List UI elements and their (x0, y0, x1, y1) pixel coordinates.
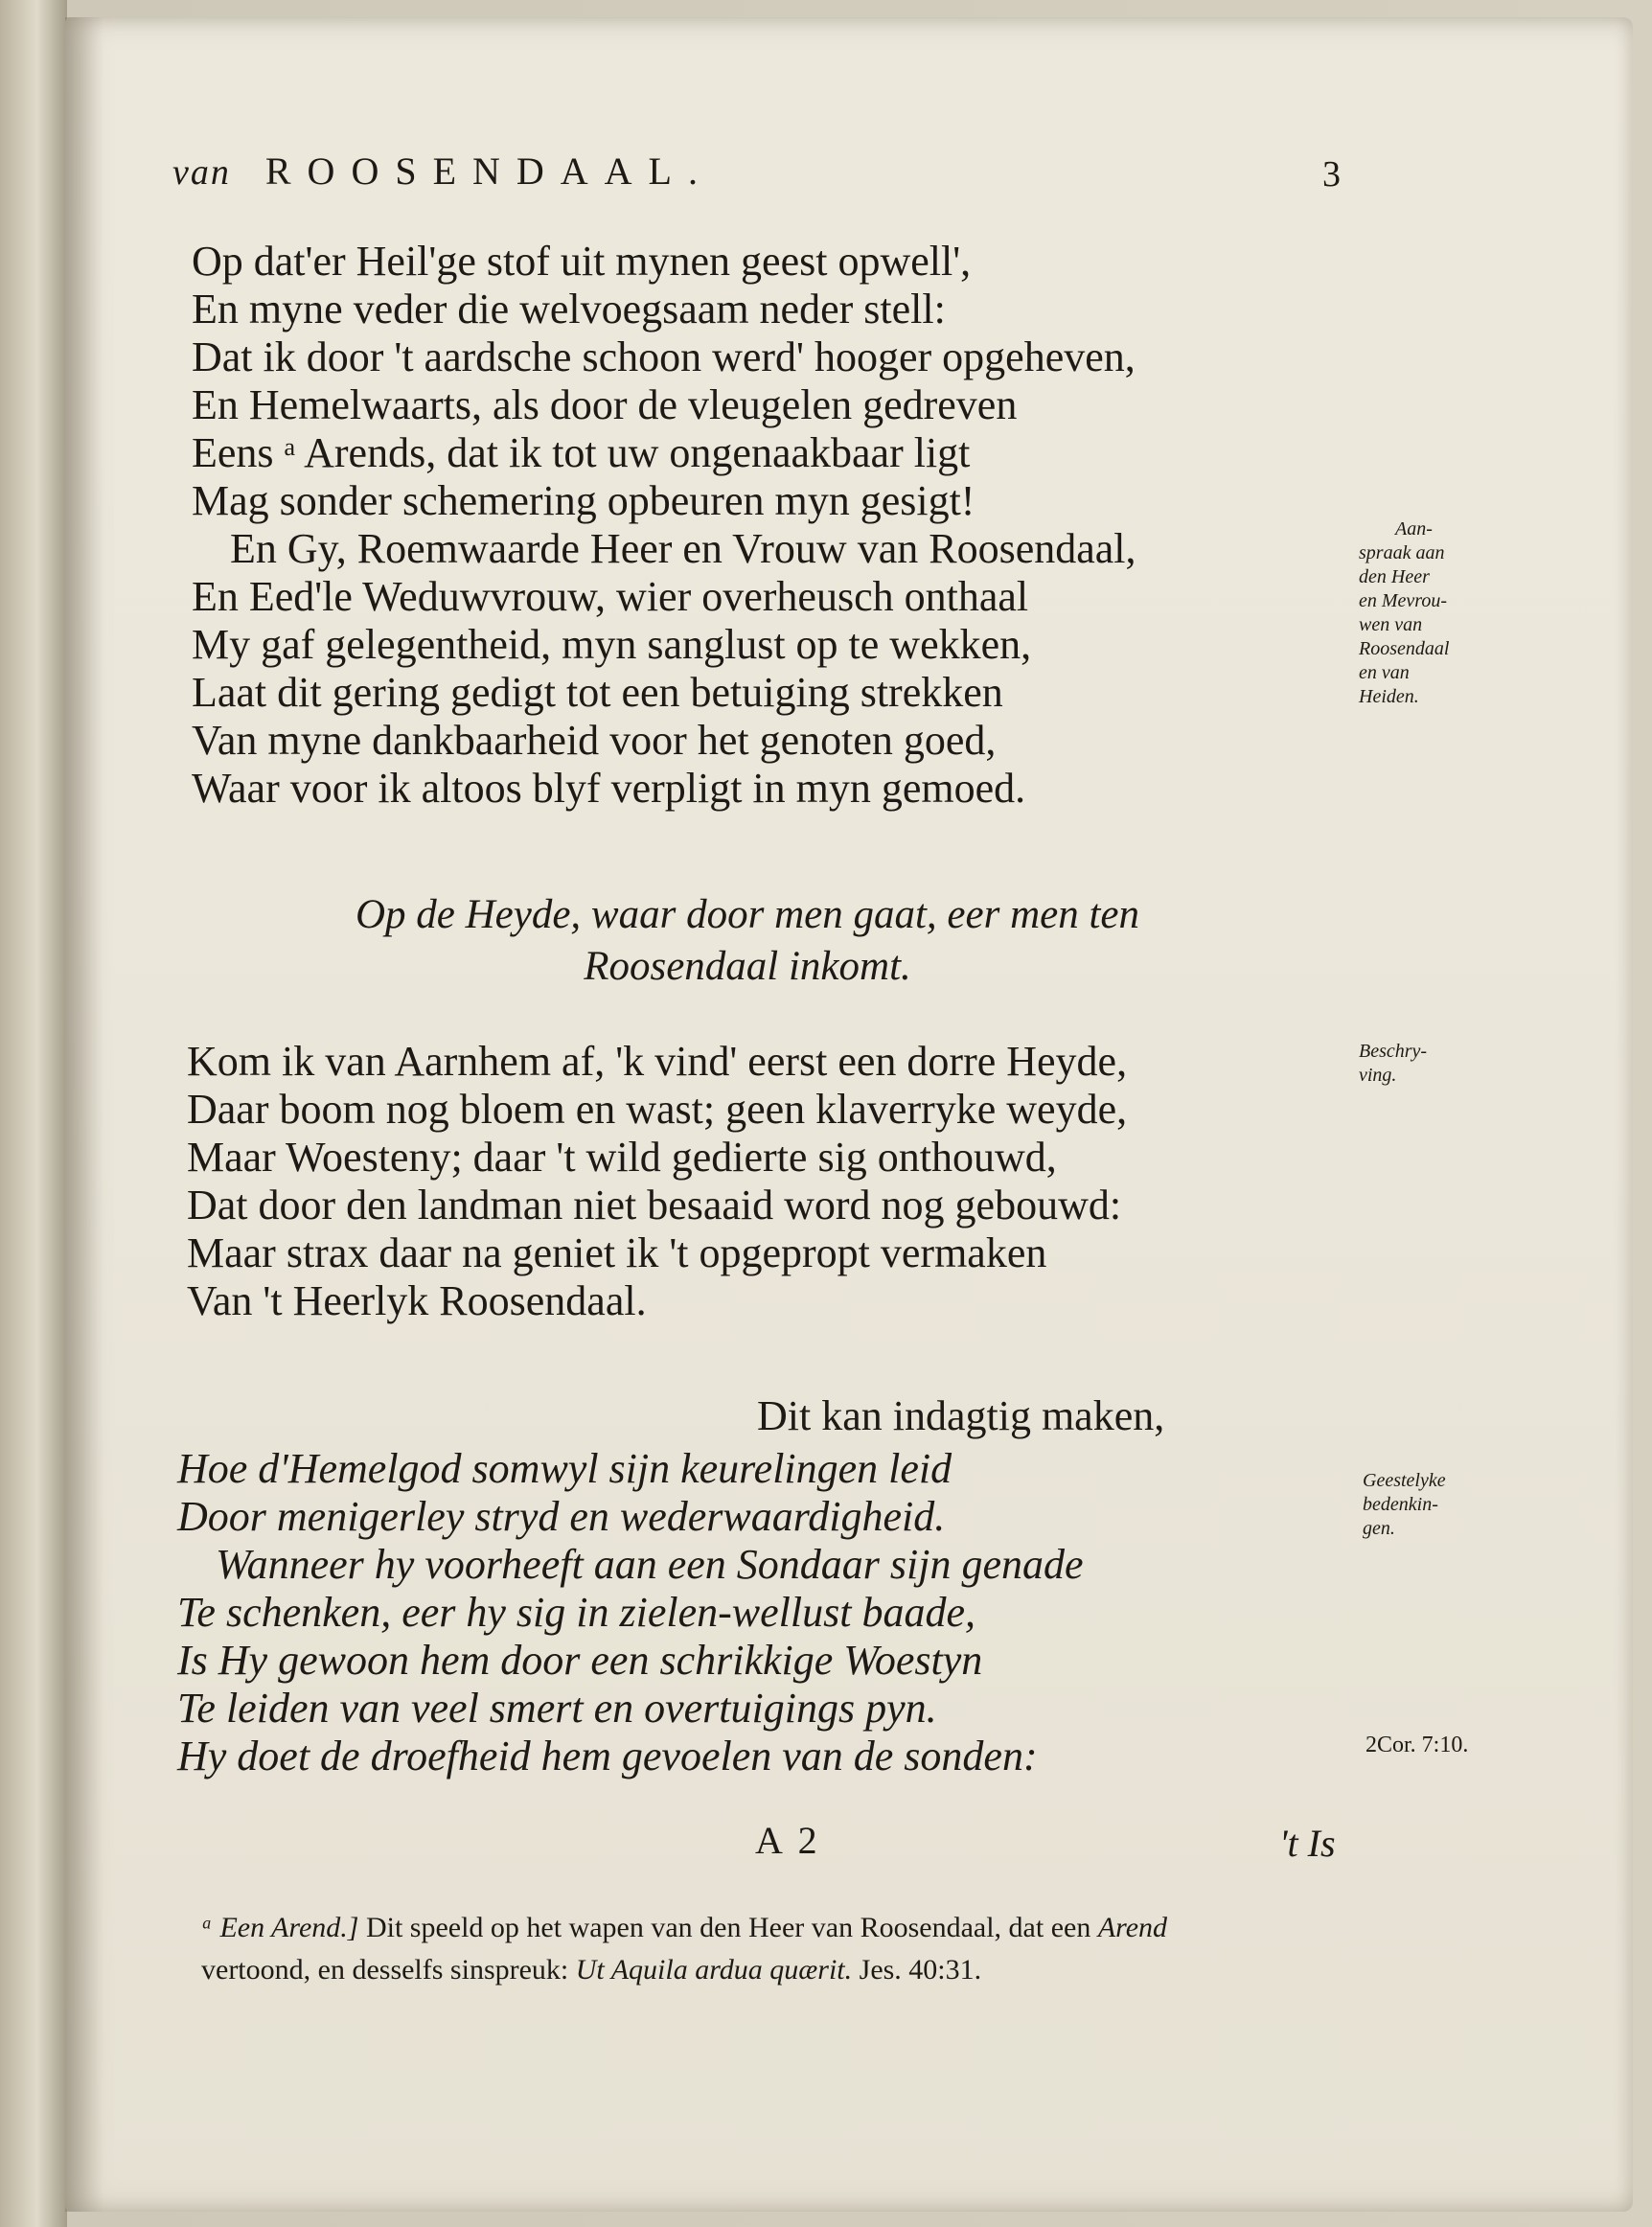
running-head-title: ROOSENDAAL. (264, 149, 714, 193)
gutter-shadow (65, 17, 103, 2212)
footnote-arend: Arend (1097, 1912, 1168, 1943)
verse-line: Te leiden van veel smert en overtuigings pyn. (177, 1685, 937, 1732)
verse-line: Door menigerley stryd en wederwaardigheid. (177, 1493, 946, 1540)
verse-line: Te schenken, eer hy sig in zielen-wellust baade, (177, 1589, 975, 1636)
stanza-3 (177, 1445, 1084, 1780)
verse-line: Wanneer hy voorheeft aan een Sondaar sijn genade (216, 1541, 1084, 1588)
verse-line: En Hemelwaarts, als door de vleugelen gedreven (192, 381, 1018, 428)
margin-note-line: den Heer (1359, 566, 1430, 587)
margin-note-line: Heiden. (1359, 686, 1419, 707)
margin-note-line: gen. (1363, 1518, 1395, 1539)
margin-note-line: ving. (1359, 1065, 1397, 1086)
verse-line: Waar voor ik altoos blyf verpligt in myn gemoed. (192, 765, 1026, 812)
verse-line: Dat ik door 't aardsche schoon werd' hooger opgeheven, (192, 333, 1136, 380)
verse-line: Maar Woesteny; daar 't wild gedierte sig onthouwd, (187, 1134, 1057, 1181)
verse-line: My gaf gelegentheid, myn sanglust op te wekken, (192, 621, 1032, 668)
margin-note-line: bedenkin- (1363, 1494, 1438, 1515)
stanza-1 (192, 238, 1136, 813)
margin-note-line: spraak aan (1359, 542, 1445, 563)
margin-note-address (1359, 517, 1449, 709)
verse-line: Daar boom nog bloem en wast; geen klaverryke weyde, (187, 1086, 1128, 1133)
verse-line: Maar strax daar na geniet ik 't opgepropt vermaken (187, 1229, 1047, 1276)
half-line: Dit kan indagtig maken, (757, 1392, 1165, 1439)
verse-line: Kom ik van Aarnhem af, 'k vind' eerst een dorre Heyde, (187, 1038, 1128, 1085)
catchword: 't Is (1279, 1822, 1336, 1865)
footnote-line-1 (201, 1907, 1167, 1949)
verse-line: Mag sonder schemering opbeuren myn gesigt! (192, 477, 975, 524)
stanza-2 (187, 1038, 1127, 1325)
footnote (201, 1907, 1167, 1991)
margin-note-description (1359, 1040, 1427, 1088)
footnote-reference: Jes. 40:31. (859, 1954, 982, 1986)
margin-note-line: en van (1359, 662, 1410, 683)
margin-note-line: Aan- (1395, 518, 1433, 540)
footnote-line-2 (201, 1949, 1167, 1991)
margin-scripture-reference: 2Cor. 7:10. (1365, 1733, 1469, 1757)
verse-line: En Gy, Roemwaarde Heer en Vrouw van Roosendaal, (230, 525, 1136, 572)
section-heading-line-1: Op de Heyde, waar door men gaat, eer men ten (355, 892, 1139, 937)
section-heading-line-2: Roosendaal inkomt. (584, 944, 911, 989)
footnote-text-2: vertoond, en desselfs sinspreuk: (201, 1954, 569, 1986)
signature-mark: A 2 (755, 1819, 821, 1862)
running-head-prefix: van (172, 152, 231, 193)
verse-line: En myne veder die welvoegsaam neder stell: (192, 286, 946, 333)
margin-note-line: Geestelyke (1363, 1470, 1446, 1491)
footnote-marker: ᵃ Een Arend.] (201, 1912, 359, 1943)
verse-line: Op dat'er Heil'ge stof uit mynen geest opwell', (192, 238, 972, 285)
margin-note-line: Roosendaal (1359, 638, 1450, 659)
margin-note-line: wen van (1359, 614, 1423, 635)
running-head (172, 149, 714, 194)
verse-line: Hy doet de droefheid hem gevoelen van de sonden: (177, 1733, 1038, 1779)
verse-line: Laat dit gering gedigt tot een betuiging strekken (192, 669, 1003, 716)
section-heading (192, 889, 1303, 993)
verse-line: Hoe d'Hemelgod somwyl sijn keurelingen leid (177, 1445, 952, 1492)
verse-line: En Eed'le Weduwvrouw, wier overheusch onthaal (192, 573, 1029, 620)
verse-line: Van myne dankbaarheid voor het genoten goed, (192, 717, 997, 764)
verse-line: Eens ᵃ Arends, dat ik tot uw ongenaakbaar ligt (192, 429, 971, 476)
page-number: 3 (1322, 154, 1341, 195)
margin-note-reflections (1363, 1469, 1446, 1541)
margin-note-line: en Mevrou- (1359, 590, 1447, 611)
verse-line: Van 't Heerlyk Roosendaal. (187, 1277, 647, 1324)
footnote-text-1: Dit speeld op het wapen van den Heer van Roosendaal, dat een (365, 1912, 1091, 1943)
footnote-motto: Ut Aquila ardua quærit. (575, 1954, 853, 1986)
left-page-edge (0, 0, 67, 2227)
margin-note-line: Beschry- (1359, 1041, 1428, 1062)
verse-line: Dat door den landman niet besaaid word nog gebouwd: (187, 1182, 1122, 1228)
verse-line: Is Hy gewoon hem door een schrikkige Woestyn (177, 1637, 983, 1684)
